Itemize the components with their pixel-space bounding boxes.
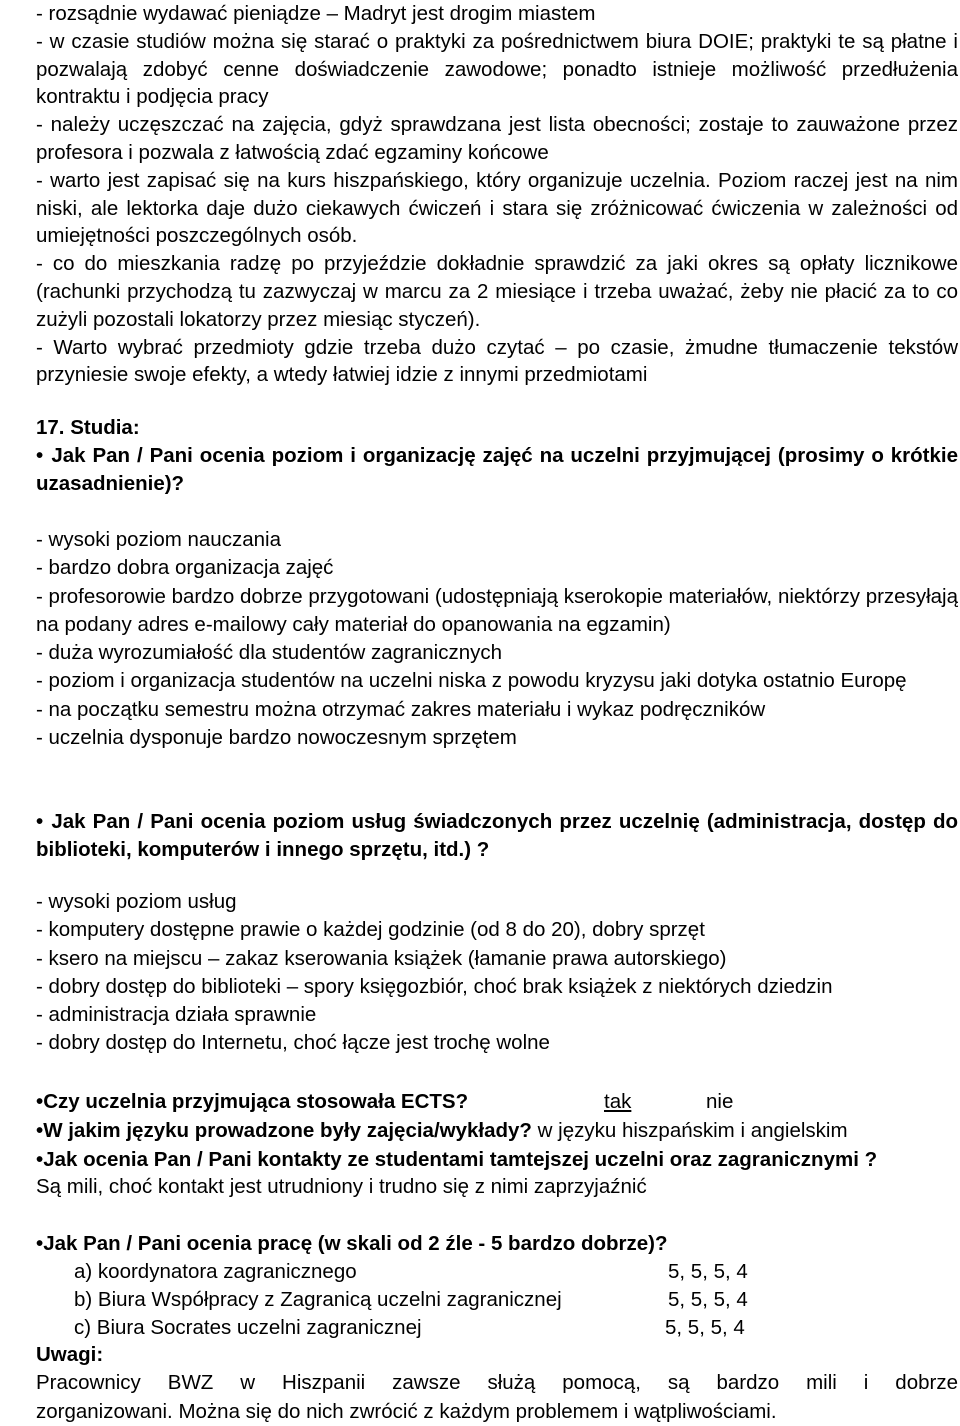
question-ratings <box>36 1230 958 1257</box>
rating-label: c) Biura Socrates uczelni zagranicznej <box>74 1316 422 1339</box>
list-item: - komputery dostępne prawie o każdej godzinie (od 8 do 20), dobry sprzęt <box>36 918 705 942</box>
list-item: - bardzo dobra organizacja zajęć <box>36 556 334 580</box>
list-item: - dobry dostęp do biblioteki – spory księgozbiór, choć brak książek z niektórych dziedzin <box>36 974 833 998</box>
advice-paragraph: - warto jest zapisać się na kurs hiszpańskiego, który organizuje uczelnia. Poziom raczej jest na nim niski, ale lektorka daje dużo ciekawych ćwiczeń i stara się zróżnicować ćwiczenia w zależności od umiejętności poszczególnych osób. <box>36 168 958 248</box>
list-item: - wysoki poziom usług <box>36 890 237 913</box>
section-heading: 17. Studia: <box>36 416 140 439</box>
list-item: - ksero na miejscu – zakaz kserowania książek (łamanie prawa autorskiego) <box>36 946 727 970</box>
question-language <box>36 1117 958 1144</box>
rating-label: a) koordynatora zagranicznego <box>74 1260 357 1283</box>
bullet-icon: • <box>36 810 44 833</box>
question-services <box>36 808 958 863</box>
remarks-title: Uwagi: <box>36 1343 104 1366</box>
answers-services <box>36 888 958 1058</box>
question-text: Jak ocenia Pan / Pani kontakty ze studentami tamtejszej uczelni oraz zagranicznymi ? <box>43 1148 878 1171</box>
intro-advice <box>36 0 958 389</box>
rating-value: 5, 5, 5, 4 <box>668 1260 748 1283</box>
bullet-icon: • <box>36 1119 44 1142</box>
list-item: - wysoki poziom nauczania <box>36 528 281 551</box>
list-item: - dobry dostęp do Internetu, choć łącze jest trochę wolne <box>36 1031 550 1055</box>
list-item: - uczelnia dysponuje bardzo nowoczesnym sprzętem <box>36 726 517 750</box>
advice-paragraph: - Warto wybrać przedmioty gdzie trzeba dużo czytać – po czasie, żmudne tłumaczenie tekstów przyniesie swoje efekty, a wtedy łatwiej idzie z innymi przedmiotami <box>36 335 958 387</box>
ects-no-option: nie <box>706 1090 734 1113</box>
advice-paragraph: - rozsądnie wydawać pieniądze – Madryt jest drogim miastem <box>36 2 596 25</box>
question-text: Czy uczelnia przyjmująca stosowała ECTS? <box>43 1090 469 1113</box>
advice-paragraph: - w czasie studiów można się starać o praktyki za pośrednictwem biura DOIE; praktyki te są płatne i pozwalają zdobyć cenne doświadczenie zawodowe; ponadto istnieje możliwość przedłużenia kontraktu i podjęcia pracy <box>36 29 958 109</box>
rating-label: b) Biura Współpracy z Zagranicą uczelni zagranicznej <box>74 1288 562 1311</box>
question-text: W jakim języku prowadzone były zajęcia/wykłady? <box>43 1119 532 1142</box>
question-ects <box>36 1088 958 1115</box>
question-text: Jak Pan / Pani ocenia poziom usług świadczonych przez uczelnię (administracja, dostęp do biblioteki, komputerów i innego sprzętu, itd.) ? <box>36 810 958 861</box>
rating-value: 5, 5, 5, 4 <box>668 1288 748 1311</box>
list-item: - profesorowie bardzo dobrze przygotowani (udostępniają kserokopie materiałów, niektórzy przesyłają na podany adres e-mailowy cały materiał do opanowania na egzamin) <box>36 584 958 636</box>
list-item: - poziom i organizacja studentów na uczelni niska z powodu kryzysu jaki dotyka ostatnio Europę <box>36 669 907 693</box>
question-contacts <box>36 1146 958 1200</box>
answers-teaching-level <box>36 526 958 752</box>
bullet-icon: • <box>36 1090 44 1113</box>
question-text: Jak Pan / Pani ocenia poziom i organizację zajęć na uczelni przyjmującej (prosimy o krótkie uzasadnienie)? <box>36 444 958 495</box>
ects-yes-option: tak <box>604 1090 632 1113</box>
bullet-icon: • <box>36 444 44 467</box>
answer-text: w języku hiszpańskim i angielskim <box>537 1119 848 1142</box>
rating-value: 5, 5, 5, 4 <box>665 1316 745 1339</box>
list-item: - na początku semestru można otrzymać zakres materiału i wykaz podręczników <box>36 697 766 721</box>
bullet-icon: • <box>36 1232 44 1255</box>
advice-paragraph: - co do mieszkania radzę po przyjeździe dokładnie sprawdzić za jaki okres są opłaty licznikowe (rachunki przychodzą tu zazwyczaj w marcu za 2 miesiące i trzeba uważać, żeby nie płacić za to co zużyli pozostali lokatorzy przez miesiąc styczeń). <box>36 252 958 331</box>
question-teaching-level <box>36 442 958 497</box>
remarks-line: Pracownicy BWZ w Hiszpanii zawsze służą pomocą, są bardzo mili i dobrze <box>36 1371 958 1394</box>
advice-paragraph: - należy uczęszczać na zajęcia, gdyż sprawdzana jest lista obecności; zostaje to zauważone przez profesora i pozwala z łatwością zdać egzaminy końcowe <box>36 113 958 164</box>
answer-text: Są mili, choć kontakt jest utrudniony i trudno się z nimi zaprzyjaźnić <box>36 1175 647 1198</box>
question-text: Jak Pan / Pani ocenia pracę (w skali od 2 źle - 5 bardzo dobrze)? <box>43 1232 668 1255</box>
list-item: - administracja działa sprawnie <box>36 1003 317 1027</box>
remarks-text <box>36 1368 958 1426</box>
remarks-line: zorganizowani. Można się do nich zwrócić z każdym problemem i wątpliwościami. <box>36 1400 777 1423</box>
list-item: - duża wyrozumiałość dla studentów zagranicznych <box>36 641 503 665</box>
bullet-icon: • <box>36 1148 44 1171</box>
